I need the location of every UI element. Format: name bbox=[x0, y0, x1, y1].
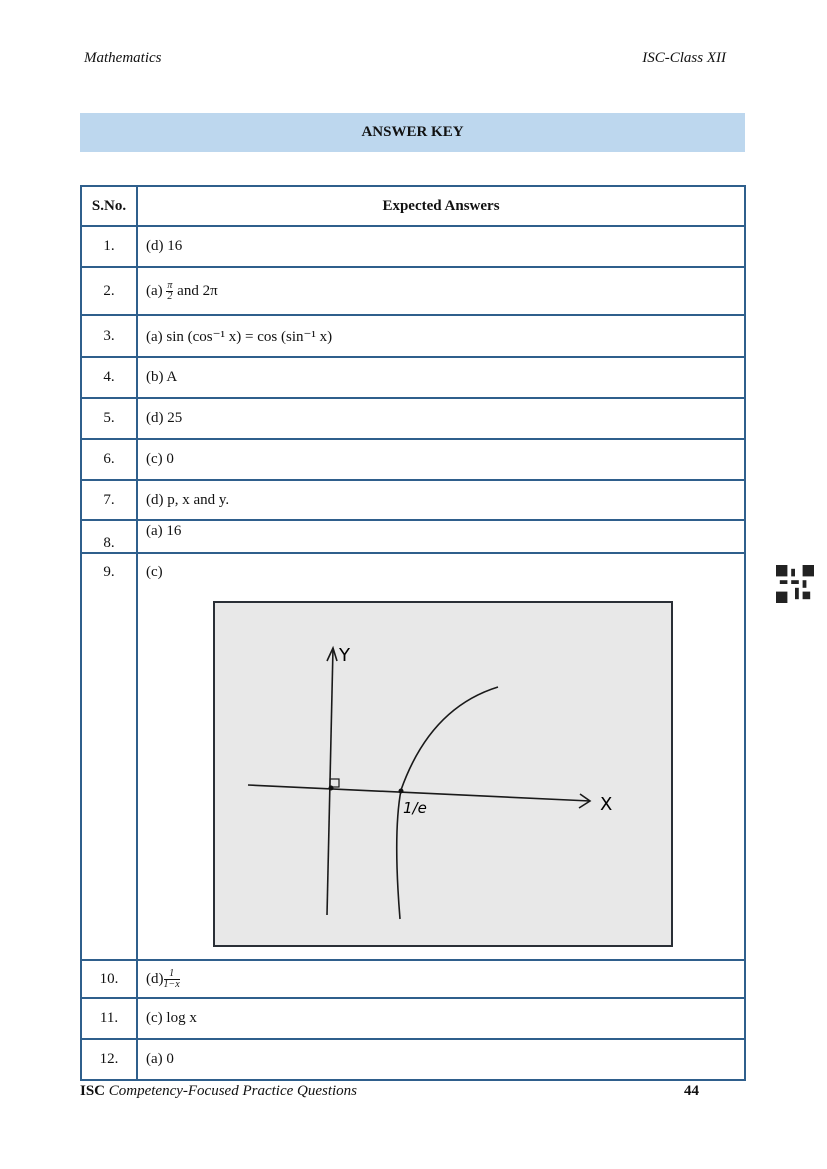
table-row: 7. (d) p, x and y. bbox=[81, 480, 745, 520]
log-graph-image bbox=[213, 601, 673, 947]
table-row: 6. (c) 0 bbox=[81, 439, 745, 480]
table-row: 10. (d) $\frac{1}{1-x}$ bbox=[81, 960, 745, 998]
table-row: 11. (c) log x bbox=[81, 998, 745, 1039]
table-row: 2. (a) $\frac{\pi}{2}$ and 2π bbox=[81, 267, 745, 315]
answer-table bbox=[80, 185, 746, 1081]
table-header-row bbox=[81, 186, 745, 226]
table-row: 12. (a) 0 bbox=[81, 1039, 745, 1080]
table-row: 9. (c) Y X 1/e bbox=[81, 553, 745, 960]
table-row: 8. (a) 16 bbox=[81, 520, 745, 553]
table-row: 1. (d) 16 bbox=[81, 226, 745, 267]
header-sno: S.No. bbox=[81, 186, 137, 226]
header-class: ISC-Class XII bbox=[642, 50, 726, 66]
fraction: $\frac{\pi}{2}$ bbox=[167, 279, 173, 302]
x-label: X bbox=[600, 794, 613, 815]
point-label: 1/e bbox=[403, 799, 427, 817]
page-number: 44 bbox=[684, 1083, 699, 1099]
y-label: Y bbox=[339, 645, 350, 666]
header-answers: Expected Answers bbox=[137, 186, 745, 226]
qr-code-icon bbox=[776, 565, 814, 603]
table-row: 3. (a) sin (cos⁻¹ x) = cos (sin⁻¹ x) bbox=[81, 315, 745, 357]
table-row: 5. (d) 25 bbox=[81, 398, 745, 439]
table-row: 4. (b) A bbox=[81, 357, 745, 398]
fraction: $\frac{1}{1-x}$ bbox=[163, 967, 180, 990]
graph-svg bbox=[215, 603, 671, 945]
footer-text: ISC Competency-Focused Practice Questions bbox=[80, 1083, 358, 1099]
header-subject: Mathematics bbox=[84, 50, 162, 66]
answer-key-title: ANSWER KEY bbox=[80, 113, 745, 152]
